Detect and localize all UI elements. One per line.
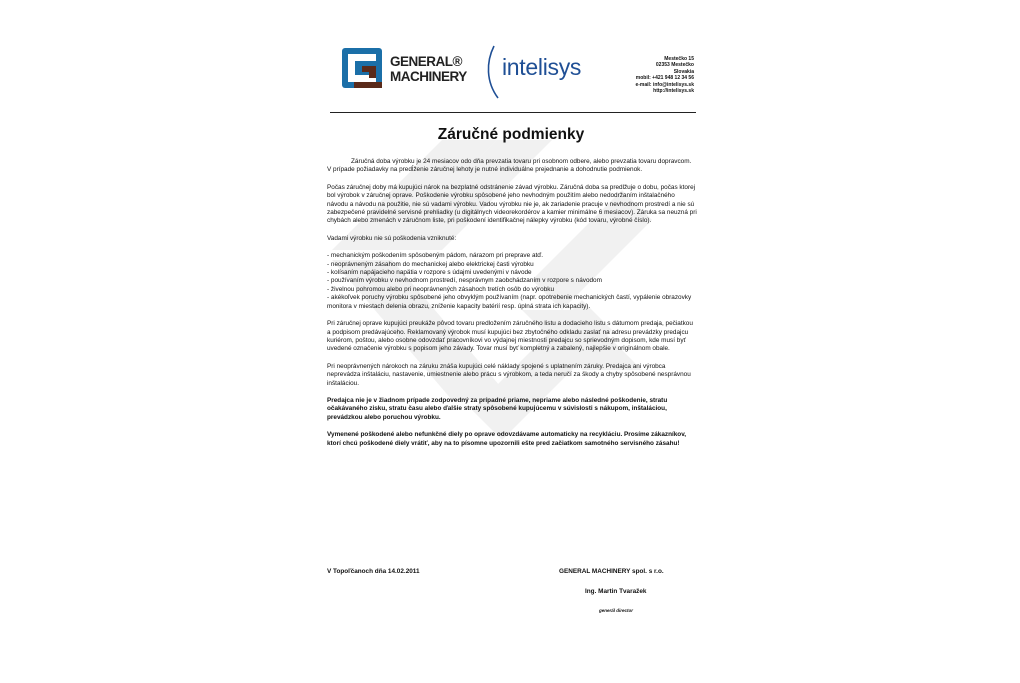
paragraph-warranty-claims: Počas záručnej doby má kupujúci nárok na bezplatné odstránenie závad výrobku. Záručná doba sa predlžuje o dobu, počas ktorej bol výrobok v záručnej oprave. Poškodenie výrobku spôsobené jeho nevhodným použitím alebo nedodržaním inštalačného návodu a návodu na použitie, nie sú vadami výrobku. Vadou výrobku nie je, ak zariadenie pracuje v nevhodnom prostredí a nie sú zabezpečené pravidelné servisné prehliadky (u digitálnych videorekordérov a kamier minimálne 6 mesiacov). Záruka sa neuzná pri chybách alebo zmenách v záručnom liste, pri poškodení identifikačnej nálepky výrobku (kód tovaru, výrobné číslo). [327, 183, 697, 225]
list-item: - používaním výrobku v nevhodnom prostredí, nesprávnym zaobchádzaním v rozpore s návodom [327, 277, 602, 285]
place-date: V Topoľčanoch dňa 14.02.2011 [327, 568, 420, 575]
contact-city: 02353 Mestečko [655, 62, 694, 69]
letterhead [322, 40, 700, 112]
paragraph-liability: Predajca nie je v žiadnom prípade zodpovedný za prípadné priame, nepriame alebo následné poškodenie, stratu očakávaného zisku, stratu času alebo ďalšie straty spôsobené kupujúcemu v súvislosti s nákupom, inštaláciou, prevádzkou alebo poruchou výrobku. [327, 396, 668, 421]
paragraph-unjustified-claims: Pri neoprávnených nárokoch na záruku znáša kupujúci celé náklady spojené s uplatnením záruky. Predajca ani výrobca neprevádza inštaláciu, nastavenie, umiestnenie alebo prácu s výrobkom, a teda neručí za škody a chyby spôsobené nesprávnou inštaláciou. [327, 362, 691, 387]
gm-logo-line1: GENERAL® [390, 54, 462, 69]
document-body [327, 158, 697, 457]
list-item: - živelnou pohromou alebo pri neoprávnených zásahoch tretích osôb do výrobku [327, 285, 555, 293]
gm-logo-mark-icon [340, 46, 384, 90]
contact-street: Mestečko 15 [664, 56, 694, 62]
company-name: GENERAL MACHINERY spol. s r.o. [559, 568, 664, 575]
contact-mobile: mobil: +421 948 12 34 56 [635, 75, 694, 82]
intelisys-logo-text: intelisys [502, 54, 582, 80]
contact-country: Slovakia [673, 68, 694, 75]
list-item: - neoprávneným zásahom do mechanickej alebo elektrickej časti výrobku [327, 260, 534, 268]
document-title: Záručné podmienky [437, 126, 585, 143]
defects-list [327, 252, 697, 311]
general-machinery-logo [340, 46, 480, 90]
contact-web: http://intelisys.sk [653, 88, 694, 95]
gm-logo-text [390, 54, 467, 84]
intelisys-logo [482, 44, 592, 100]
contact-block [584, 56, 694, 94]
document-page [322, 40, 700, 640]
paragraph-warranty-period: Záručná doba výrobku je 24 mesiacov odo dňa prevzatia tovaru pri osobnom odbere, alebo prevzatia tovaru dopravcom. V prípade požiadavky na predĺženie záručnej lehoty je nutné individuálne prejednanie a dohodnutie podmienok. [327, 158, 692, 174]
paragraph-repair-procedure: Pri záručnej oprave kupujúci preukáže pôvod tovaru predložením záručného listu a dodacieho listu s dátumom predaja, pečiatkou a podpisom predávajúceho. Reklamovaný výrobok musí kupujúci bez zbytočného odkladu zaslať na adresu prevádzky predajcu kuriérom, poštou, alebo osobne odovzdať pracovníkovi vo výdajnej miestnosti predajcu so sprievodným dopisom, kde musí byť uvedené označenie výrobku s popisom jeho závady. Tovar musí byť kompletný a zabalený, najlepšie v originálnom obale. [327, 320, 693, 353]
contact-email: e-mail: info@intelisys.sk [635, 81, 694, 88]
intelisys-swoosh-icon [482, 44, 502, 100]
paragraph-defects-intro: Vadami výrobku nie sú poškodenia vzniknuté: [327, 234, 457, 242]
header-divider [330, 112, 696, 113]
gm-logo-line2: MACHINERY [390, 69, 467, 84]
list-item: - akékoľvek poruchy výrobku spôsobené jeho obvyklým používaním (napr. opotrebenie mechanických častí, vypálenie obrazovky monitora v miestach delenia obrazu, zníženie kapacity batérií resp. úplná strata ich kapacity). [327, 294, 692, 310]
paragraph-recycling: Vymenené poškodené alebo nefunkčné diely po oprave odovzdávame automaticky na recykláciu. Prosíme zákazníkov, ktorí chcú poškodené diely vrátiť, aby na to písomne upozornili ešte pred začiatkom samotného servisného zásahu! [327, 431, 687, 447]
list-item: - mechanickým poškodením spôsobeným pádom, nárazom pri preprave atď. [327, 252, 543, 260]
signatory-role: generál director [599, 608, 634, 613]
list-item: - kolísaním napájacieho napätia v rozpore s údajmi uvedenými v návode [327, 269, 532, 277]
signatory-name: Ing. Martin Tvaražek [585, 588, 647, 595]
